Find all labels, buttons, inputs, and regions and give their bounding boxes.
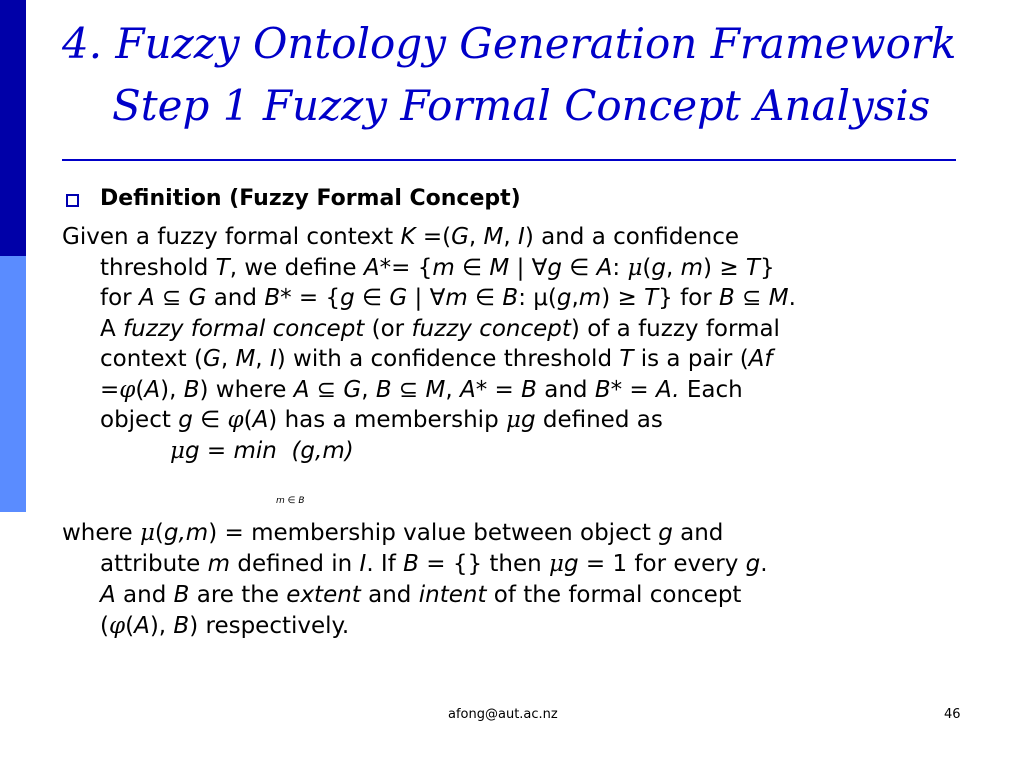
body-line: where μ(g,m) = membership value between object g and — [62, 520, 724, 546]
sidebar-light-band — [0, 256, 26, 512]
title-divider — [62, 159, 956, 161]
body-line: A fuzzy formal concept (or fuzzy concept) of a fuzzy formal — [100, 315, 780, 342]
formula-subscript: m ∈ B — [276, 496, 305, 506]
footer-email: afong@aut.ac.nz — [448, 707, 558, 722]
body-line: A and B are the extent and intent of the formal concept — [100, 582, 742, 608]
sidebar-stripe — [0, 0, 26, 768]
definition-body — [62, 222, 962, 466]
formula-line: μg = min (g,m) — [170, 437, 354, 464]
body-line: object g ∈ φ(A) has a membership μg defined as — [100, 407, 663, 433]
where-paragraph — [62, 518, 962, 642]
body-line: threshold T, we define A*= {m ∈ M | ∀g ∈ A: μ(g, m) ≥ T} — [100, 254, 775, 281]
sidebar-white-band — [0, 512, 26, 768]
body-line: for A ⊆ G and B* = {g ∈ G | ∀m ∈ B: μ(g,m) ≥ T} for B ⊆ M. — [100, 285, 796, 311]
body-line: =φ(A), B) where A ⊆ G, B ⊆ M, A* = B and B* = A. Each — [100, 376, 743, 403]
body-line: context (G, M, I) with a confidence threshold T is a pair (Af — [100, 346, 773, 372]
body-line: attribute m defined in I. If B = {} then μg = 1 for every g. — [100, 551, 768, 577]
definition-heading: Definition (Fuzzy Formal Concept) — [100, 186, 521, 211]
square-bullet-icon — [66, 194, 79, 207]
body-line: (φ(A), B) respectively. — [100, 613, 350, 639]
page-number: 46 — [944, 707, 961, 722]
slide-subtitle: Step 1 Fuzzy Formal Concept Analysis — [112, 81, 931, 130]
sidebar-dark-band — [0, 0, 26, 256]
body-line: Given a fuzzy formal context K =(G, M, I) and a confidence — [62, 224, 740, 250]
slide-title: 4. Fuzzy Ontology Generation Framework — [62, 19, 957, 68]
